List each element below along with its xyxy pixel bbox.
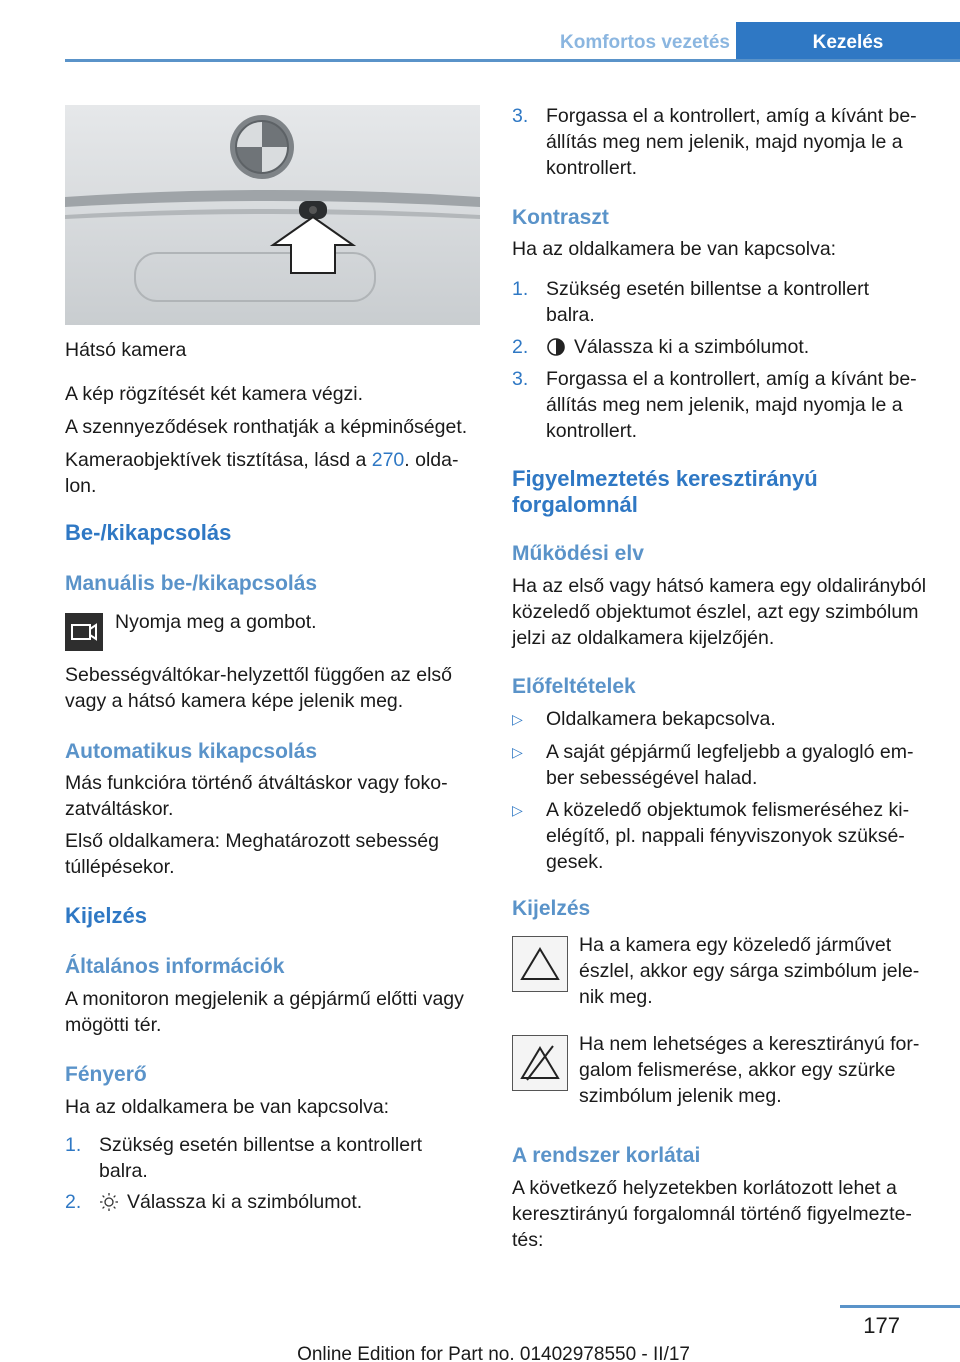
paragraph: galom felismerése, akkor egy szürke <box>579 1059 896 1081</box>
paragraph: lon. <box>65 475 97 497</box>
page-number: 177 <box>863 1313 900 1338</box>
paragraph: tés: <box>512 1229 544 1251</box>
paragraph: nik meg. <box>579 986 653 1008</box>
step-number: 2. <box>65 1191 82 1213</box>
paragraph: jelzi az oldalkamera kijelzőjén. <box>512 627 775 649</box>
heading-limits: A rendszer korlátai <box>512 1144 701 1167</box>
step-text: Válassza ki a szimbólumot. <box>127 1191 363 1213</box>
header-chapter-tab[interactable]: Kezelés <box>736 22 960 62</box>
paragraph: Más funkcióra történő átváltáskor vagy foko‐ <box>65 772 448 794</box>
paragraph: Ha az oldalkamera be van kapcsolva: <box>65 1096 390 1118</box>
page-reference-link[interactable]: 270 <box>371 449 405 471</box>
heading-auto-off: Automatikus kikapcsolás <box>65 740 318 763</box>
paragraph: zatváltáskor. <box>65 798 174 820</box>
paragraph: A következő helyzetekben korlátozott lehet a <box>512 1177 897 1199</box>
header-rule <box>65 59 960 62</box>
paragraph: keresztirányú forgalomnál történő figyelmezte‐ <box>512 1203 912 1225</box>
brightness-icon <box>99 1192 119 1212</box>
footer-rule <box>840 1305 960 1308</box>
step-text: kontrollert. <box>546 157 638 179</box>
paragraph: Ha az első vagy hátsó kamera egy oldalirányból <box>512 575 927 597</box>
step-text: balra. <box>546 304 595 326</box>
contrast-icon <box>546 337 566 357</box>
paragraph: közeledő objektumot észlel, azt egy szimbólum <box>512 601 919 623</box>
paragraph: Ha nem lehetséges a keresztirányú for‐ <box>579 1033 920 1055</box>
heading-cross-traffic-2: forgalomnál <box>512 492 638 517</box>
heading-display-right: Kijelzés <box>512 897 591 920</box>
paragraph: Sebességváltókar-helyzettől függően az első <box>65 664 452 686</box>
photo-caption: Hátsó kamera <box>65 339 187 361</box>
step-number: 1. <box>65 1134 82 1156</box>
step-number: 3. <box>512 105 529 127</box>
bullet-text: A közeledő objektumok felismeréséhez ki‐ <box>546 799 910 821</box>
heading-contrast: Kontraszt <box>512 206 609 229</box>
press-instruction: Nyomja meg a gombot. <box>115 611 317 633</box>
heading-on-off: Be-/kikapcsolás <box>65 520 232 545</box>
rear-camera-photo <box>65 105 480 325</box>
bullet-marker: ▷ <box>512 802 523 818</box>
paragraph: túllépésekor. <box>65 856 175 878</box>
step-number: 2. <box>512 336 529 358</box>
warning-triangle-icon <box>512 936 568 992</box>
page-footer <box>0 1305 960 1362</box>
step-text: állítás meg nem jelenik, majd nyomja le a <box>546 394 903 416</box>
heading-manual: Manuális be-/kikapcsolás <box>65 572 318 595</box>
paragraph: A monitoron megjelenik a gépjármű előtti vagy <box>65 988 464 1010</box>
paragraph: A kép rögzítését két kamera végzi. <box>65 383 364 405</box>
step-text: Válassza ki a szimbólumot. <box>574 336 810 358</box>
paragraph: mögötti tér. <box>65 1014 162 1036</box>
bullet-text: gesek. <box>546 851 604 873</box>
heading-principle: Működési elv <box>512 542 644 565</box>
step-text: Szükség esetén billentse a kontrollert <box>99 1134 423 1156</box>
step-text: kontrollert. <box>546 420 638 442</box>
paragraph: Ha a kamera egy közeledő járművet <box>579 934 892 956</box>
paragraph: szimbólum jelenik meg. <box>579 1085 782 1107</box>
bullet-text: ber sebességével halad. <box>546 767 758 789</box>
heading-cross-traffic: Figyelmeztetés keresztirányú <box>512 466 818 491</box>
paragraph: A szennyeződések ronthatják a képminőséget. <box>65 416 468 438</box>
step-text: Forgassa el a kontrollert, amíg a kívánt be‐ <box>546 105 917 127</box>
step-text: Forgassa el a kontrollert, amíg a kívánt be‐ <box>546 368 917 390</box>
paragraph <box>65 447 480 473</box>
paragraph: észlel, akkor egy sárga szimbólum jele‐ <box>579 960 920 982</box>
heading-general: Általános információk <box>65 955 285 978</box>
paragraph: Első oldalkamera: Meghatározott sebesség <box>65 830 439 852</box>
heading-brightness: Fényerő <box>65 1063 147 1086</box>
header-section-title: Komfortos vezetés <box>560 32 730 53</box>
step-text: Szükség esetén billentse a kontrollert <box>546 278 870 300</box>
bullet-text: Oldalkamera bekapcsolva. <box>546 708 776 730</box>
paragraph: vagy a hátsó kamera képe jelenik meg. <box>65 690 404 712</box>
heading-preconditions: Előfeltételek <box>512 675 636 698</box>
heading-display: Kijelzés <box>65 903 147 928</box>
bullet-marker: ▷ <box>512 711 523 727</box>
rear-camera-illustration <box>65 105 480 325</box>
warning-unavailable-icon <box>512 1035 568 1091</box>
page-header <box>65 22 960 62</box>
bullet-marker: ▷ <box>512 744 523 760</box>
paragraph: Ha az oldalkamera be van kapcsolva: <box>512 238 837 260</box>
text: . olda‐ <box>404 449 459 471</box>
step-text: balra. <box>99 1160 148 1182</box>
edition-note: Online Edition for Part no. 01402978550 - II/17 <box>297 1344 690 1362</box>
bullet-text: A saját gépjármű legfeljebb a gyalogló em‐ <box>546 741 914 763</box>
text: Kameraobjektívek tisztítása, lásd a <box>65 449 372 471</box>
bullet-text: elégítő, pl. nappali fényviszonyok szüksé‐ <box>546 825 905 847</box>
step-text: állítás meg nem jelenik, majd nyomja le a <box>546 131 903 153</box>
step-number: 1. <box>512 278 529 300</box>
step-number: 3. <box>512 368 529 390</box>
camera-button-icon <box>65 613 119 651</box>
